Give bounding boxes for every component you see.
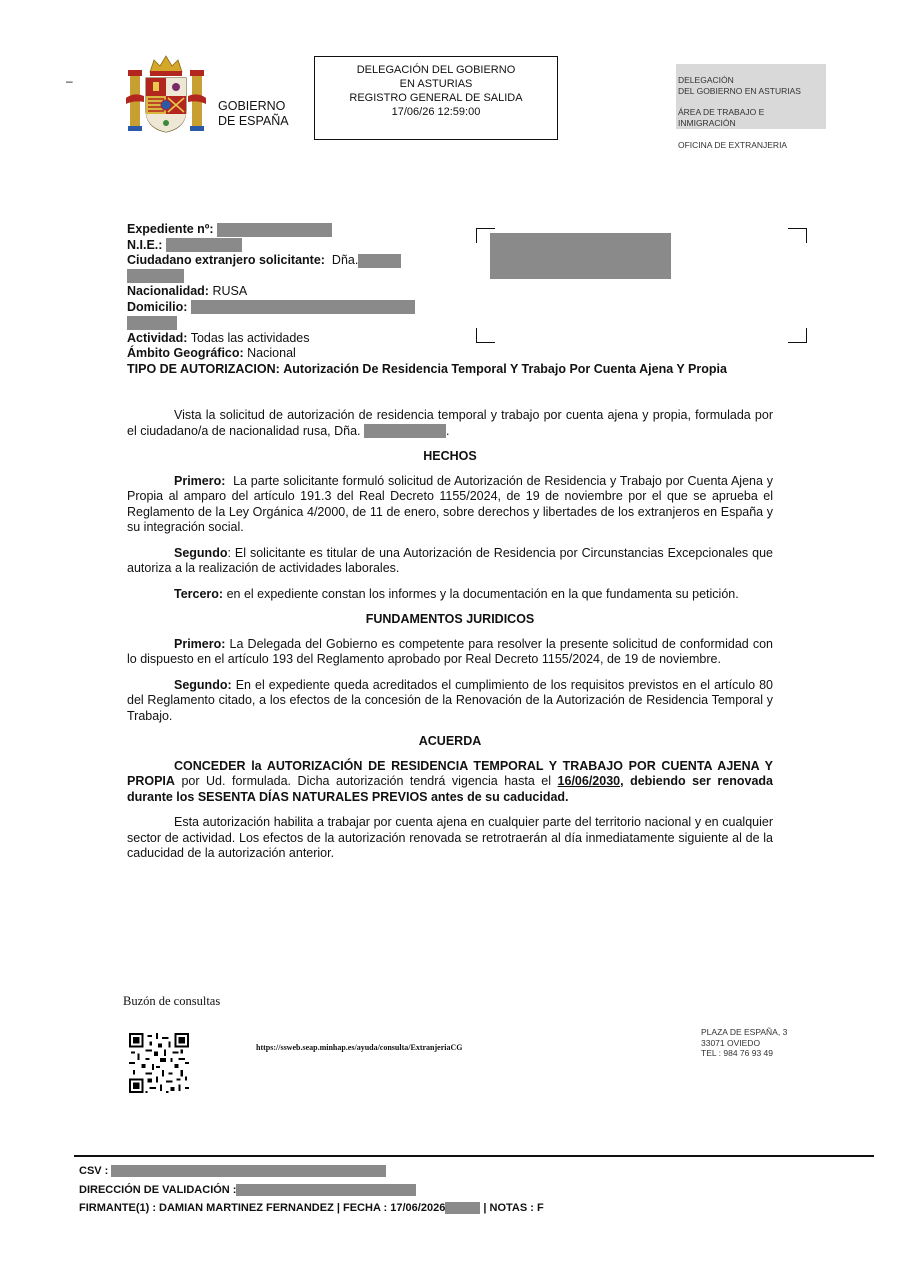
- validation-label: DIRECCIÓN DE VALIDACIÓN :: [79, 1183, 237, 1196]
- area-line-2: INMIGRACIÓN: [678, 117, 736, 128]
- domicilio-label: Domicilio:: [127, 299, 188, 314]
- case-info: [127, 222, 767, 377]
- redacted-name-2: [127, 269, 184, 283]
- ambito-value: Nacional: [247, 346, 296, 360]
- hecho-tercero-text: en el expediente constan los informes y la documentación en la que fundamenta su petición.: [226, 586, 739, 601]
- address-phone: TEL : 984 76 93 49: [701, 1048, 773, 1058]
- nacionalidad-label: Nacionalidad:: [127, 284, 209, 298]
- delegation-line-2: DEL GOBIERNO EN ASTURIAS: [678, 85, 801, 96]
- redacted-domicilio: [191, 300, 415, 314]
- hecho-segundo-text: : El solicitante es titular de una Autorización de Residencia por Circunstancias Excepcionales que autoriza a la realización de actividades laborales.: [127, 545, 773, 575]
- redacted-recipient-address: [490, 233, 671, 279]
- redacted-name: [358, 254, 401, 268]
- fundamento-segundo-text: En el expediente queda acreditados el cumplimiento de los requisitos previstos en el artículo 80 del Reglamento citado, a los efectos de la concesión de la Renovación de la Autorización de Residencia Temporal y Trabajo.: [127, 677, 773, 723]
- fundamento-primero: [127, 637, 773, 668]
- consultation-url[interactable]: https://ssweb.seap.minhap.es/ayuda/consulta/ExtranjeriaCG: [256, 1043, 463, 1052]
- government-name: [218, 99, 289, 129]
- address-line-1: PLAZA DE ESPAÑA, 3: [701, 1027, 788, 1037]
- tipo-value: Autorización De Residencia Temporal Y Trabajo Por Cuenta Ajena Y Propia: [283, 361, 727, 376]
- redacted-time: [445, 1202, 480, 1214]
- stamp-line-1: DELEGACIÓN DEL GOBIERNO: [356, 64, 516, 76]
- address-window-corner-tr: [788, 228, 807, 243]
- address-window-corner-bl: [476, 328, 495, 343]
- ambito-label: Ámbito Geográfico:: [127, 346, 244, 360]
- stray-dash: –: [66, 74, 73, 88]
- solicitante-prefix: Dña.: [331, 253, 359, 267]
- fundamento-primero-label: Primero:: [174, 636, 226, 651]
- office-label: OFICINA DE EXTRANJERIA: [678, 140, 788, 150]
- area-line-1: ÁREA DE TRABAJO E: [678, 107, 765, 117]
- expediente-label: Expediente nº:: [127, 222, 214, 236]
- acuerdo-conceder-text: por Ud. formulada. Dicha autorización tendrá vigencia hasta el: [181, 774, 552, 788]
- redacted-validation-url: [236, 1184, 416, 1196]
- acuerda-heading: ACUERDA: [418, 734, 482, 748]
- acuerdo-conceder: [127, 759, 773, 806]
- stamp-timestamp: 17/06/26 12:59:00: [391, 106, 481, 118]
- intro-paragraph: [127, 408, 773, 439]
- intro-text: Vista la solicitud de autorización de residencia temporal y trabajo por cuenta ajena y propia, formulada por el ciudadano/a de nacionalidad rusa, Dña.: [127, 408, 773, 438]
- fundamentos-heading: FUNDAMENTOS JURIDICOS: [365, 612, 535, 626]
- hecho-tercero-label: Tercero:: [174, 586, 224, 601]
- hecho-primero-text: La parte solicitante formuló solicitud de Autorización de Residencia y Trabajo por Cuenta Ajena y Propia al amparo del artículo 191.3 del Real Decreto 1155/2024, de 19 de noviembre por el que se aprueba el Reglamento de la Ley Orgánica 4/2000, de 11 de enero, sobre derechos y libertades de los extranjeros en España y su integración social.: [127, 473, 773, 534]
- footer-divider: [74, 1155, 874, 1157]
- coat-of-arms-logo: [126, 52, 206, 134]
- hecho-primero: [127, 474, 773, 536]
- stamp-line-2: EN ASTURIAS: [399, 78, 473, 90]
- registry-stamp: [314, 56, 558, 140]
- resolution-body: [127, 408, 773, 872]
- acuerdo-habilita: Esta autorización habilita a trabajar por cuenta ajena en cualquier parte del territorio nacional y en cualquier sector de actividad. Los efectos de la autorización renovada se retrotraerán al día inmediatamente siguiente al de la caducidad de la autorización anterior.: [127, 815, 773, 860]
- signature-block: [79, 1162, 544, 1218]
- redacted-csv: [111, 1165, 386, 1177]
- notas-text: | NOTAS : F: [483, 1202, 544, 1214]
- qr-code: [129, 1032, 189, 1094]
- hecho-segundo-label: Segundo: [174, 545, 228, 560]
- acuerdo-conceder-bold: CONCEDER la AUTORIZACIÓN DE RESIDENCIA TEMPORAL Y TRABAJO POR CUENTA AJENA Y PROPIA: [127, 758, 773, 788]
- fundamento-segundo-label: Segundo:: [174, 677, 232, 692]
- hecho-segundo: [127, 546, 773, 577]
- csv-label: CSV :: [79, 1165, 109, 1177]
- actividad-label: Actividad:: [127, 330, 188, 345]
- redacted-domicilio-2: [127, 316, 177, 330]
- acuerdo-conceder-end: , debiendo ser renovada durante los SESENTA DÍAS NATURALES PREVIOS antes de su caducidad.: [127, 774, 773, 804]
- government-line-2: DE ESPAÑA: [218, 114, 289, 128]
- nacionalidad-value: RUSA: [212, 284, 248, 298]
- fundamento-primero-text: La Delegada del Gobierno es competente para resolver la presente solicitud de conformidad con lo dispuesto en el artículo 193 del Reglamento aprobado por Real Decreto 1155/2024, de 19 de noviembre.: [127, 636, 773, 666]
- nie-label: N.I.E.:: [127, 237, 163, 252]
- actividad-value: Todas las actividades: [190, 330, 310, 345]
- vigencia-date: 16/06/2030: [557, 774, 621, 788]
- redacted-intro-name: [364, 424, 446, 438]
- delegation-text: [678, 75, 801, 128]
- office-address: [701, 1027, 787, 1059]
- intro-end: .: [446, 423, 450, 438]
- hecho-primero-label: Primero:: [174, 473, 226, 488]
- government-line-1: GOBIERNO: [218, 99, 286, 113]
- redacted-nie: [166, 238, 242, 252]
- buzon-label: Buzón de consultas: [123, 994, 221, 1008]
- delegation-line-1: DELEGACIÓN: [678, 75, 734, 85]
- address-line-2: 33071 OVIEDO: [701, 1037, 761, 1048]
- firmante-text: FIRMANTE(1) : DAMIAN MARTINEZ FERNANDEZ | FECHA : 17/06/2026: [79, 1202, 446, 1214]
- stamp-line-3: REGISTRO GENERAL DE SALIDA: [349, 92, 523, 104]
- solicitante-label: Ciudadano extranjero solicitante:: [127, 253, 325, 267]
- tipo-label: TIPO DE AUTORIZACION:: [127, 361, 280, 376]
- address-window-corner-br: [788, 328, 807, 343]
- redacted-expediente: [217, 223, 332, 237]
- hechos-heading: HECHOS: [423, 449, 477, 463]
- fundamento-segundo: [127, 678, 773, 725]
- hecho-tercero: [127, 587, 773, 603]
